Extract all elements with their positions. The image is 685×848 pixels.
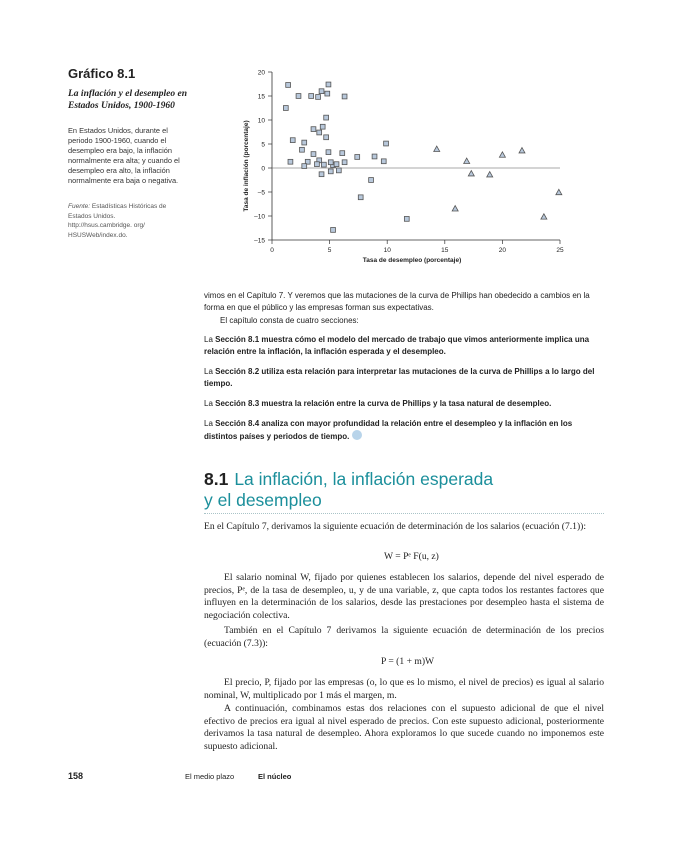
data-point-square [325, 91, 330, 96]
data-point-square [328, 169, 333, 174]
x-tick-label: 25 [556, 247, 564, 254]
x-tick-label: 15 [441, 247, 449, 254]
y-tick-label: –15 [254, 237, 265, 245]
section-heading [204, 469, 493, 511]
section-divider [204, 513, 604, 514]
page-number: 158 [68, 771, 84, 781]
equation-wage: W = Pᵉ F(u, z) [384, 551, 439, 562]
data-point-square [334, 162, 339, 167]
figure-title: La inflación y el desempleo en Estados Unidos, 1900-1960 [68, 89, 187, 111]
y-tick-label: 10 [257, 117, 265, 125]
data-point-square [326, 150, 331, 155]
figure-source [68, 202, 188, 240]
data-point-square [290, 138, 295, 143]
x-axis-label: Tasa de desempleo (porcentaje) [362, 257, 462, 264]
scatter-chart [240, 62, 580, 272]
section-item-2: La Sección 8.2 utiliza esta relación para interpretar las mutaciones de la curva de Phillips a lo largo del tiempo. [204, 367, 595, 388]
end-marker-icon [352, 430, 362, 440]
y-tick-label: 0 [261, 165, 265, 173]
data-point-square [336, 168, 341, 173]
data-point-triangle [468, 171, 474, 176]
x-tick-label: 5 [327, 247, 332, 254]
data-point-square [296, 94, 301, 99]
data-point-square [342, 94, 347, 99]
data-point-square [311, 127, 316, 132]
section-title-line-2: y el desempleo [204, 490, 322, 510]
chapter-note: El capítulo consta de cuatro secciones: [220, 316, 359, 325]
footer-part: El medio plazo [185, 772, 235, 781]
data-point-triangle [452, 206, 458, 211]
data-point-square [319, 89, 324, 94]
source-text: Estadísticas Históricas de Estados Unidos. [68, 203, 167, 220]
data-point-square [384, 141, 389, 146]
y-tick-label: 5 [261, 141, 265, 149]
data-point-square [372, 154, 377, 159]
x-tick-label: 20 [498, 247, 507, 254]
equation-price: P = (1 + m)W [381, 656, 435, 667]
paragraph-4: El precio, P, fijado por las empresas (o, lo que es lo mismo, el nivel de precios) es igual al salario nominal, W, multiplicado por 1 más el margen, m. [204, 677, 604, 701]
section-title-line-1: La inflación, la inflación esperada [234, 469, 494, 489]
y-tick-label: 15 [257, 93, 265, 101]
intro-text: vimos en el Capítulo 7. Y veremos que las mutaciones de la curva de Phillips han obedecido a cambios en la forma en que el público y las empresas forman sus expectativas. [204, 291, 590, 312]
data-point-square [326, 82, 331, 87]
figure-label: Gráfico 8.1 [68, 66, 136, 81]
data-point-square [315, 162, 320, 167]
section-item-4: La Sección 8.4 analiza con mayor profundidad la relación entre el desempleo y la inflación en los distintos países y periodos de tiempo. [204, 419, 573, 441]
y-axis-label: Tasa de inflación (porcentaje) [243, 120, 250, 212]
data-point-square [342, 160, 347, 165]
data-point-square [324, 115, 329, 120]
data-point-square [317, 130, 322, 135]
data-point-triangle [541, 214, 547, 219]
data-point-square [404, 216, 409, 221]
y-tick-label: 20 [257, 69, 265, 77]
section-number: 8.1 [204, 469, 229, 489]
section-item-1: La Sección 8.1 muestra cómo el modelo del mercado de trabajo que vimos anteriormente implica una relación entre la inflación, la inflación esperada y el desempleo. [204, 335, 590, 356]
data-point-triangle [499, 152, 505, 157]
data-point-square [355, 155, 360, 160]
paragraph-2: El salario nominal W, fijado por quienes establecen los salarios, depende del nivel esperado de precios, Pᵉ, de la tasa de desempleo, u, y de una variable, z, que capta todos los restantes factores que influyen en la determinación de los salarios, desde las prestaciones por desempleo hasta el sistema de negociación colectiva. [204, 572, 604, 621]
data-point-square [283, 106, 288, 111]
source-url-2[interactable]: HSUSWeb/index.do. [68, 231, 128, 239]
data-point-square [316, 95, 321, 100]
data-point-square [300, 147, 305, 152]
source-label: Fuente: [68, 203, 91, 210]
paragraph-1: En el Capítulo 7, derivamos la siguiente ecuación de determinación de los salarios (ecuación (7.1)): [204, 521, 587, 532]
data-point-square [321, 162, 326, 167]
data-point-triangle [464, 158, 470, 163]
data-point-triangle [434, 146, 440, 151]
source-url[interactable]: http://hsus.cambridge. org/ [68, 222, 145, 229]
paragraph-5: A continuación, combinamos estas dos relaciones con el supuesto adicional de que el nivel efectivo de precios era igual al nivel esperado de precios. Con este supuesto adicional, posteriormente derivamos la tasa natural de desempleo. Ahora exploramos lo que sucede cuando no imponemos este supuesto adicional. [204, 703, 604, 752]
data-point-square [331, 228, 336, 233]
figure-description: En Estados Unidos, durante el periodo 1900-1960, cuando el desempleo era bajo, la inflación normalmente era alta; y cuando el desempleo era alto, la inflación normalmente era baja o negativa. [68, 126, 180, 185]
data-point-square [358, 195, 363, 200]
data-point-square [319, 172, 324, 177]
data-point-square [302, 140, 307, 145]
y-tick-label: –10 [254, 213, 265, 221]
data-point-square [302, 164, 307, 169]
data-point-square [320, 124, 325, 129]
data-point-square [369, 178, 374, 183]
chart-marks [283, 82, 561, 232]
y-tick-label: –5 [257, 189, 265, 197]
data-point-triangle [487, 172, 493, 177]
data-point-square [340, 151, 345, 156]
data-point-square [286, 83, 291, 88]
data-point-square [381, 159, 386, 164]
footer-chapter: El núcleo [258, 772, 292, 781]
x-tick-label: 10 [383, 247, 391, 254]
data-point-square [309, 94, 314, 99]
x-tick-label: 0 [270, 247, 274, 254]
data-point-square [288, 159, 293, 164]
data-point-square [328, 160, 333, 165]
data-point-square [311, 152, 316, 157]
data-point-square [324, 135, 329, 140]
paragraph-3: También en el Capítulo 7 derivamos la siguiente ecuación de determinación de los precios (ecuación (7.3)): [204, 625, 604, 649]
section-item-3: La Sección 8.3 muestra la relación entre la curva de Phillips y la tasa natural de desempleo. [204, 399, 552, 408]
data-point-triangle [519, 148, 525, 153]
data-point-triangle [556, 189, 562, 194]
